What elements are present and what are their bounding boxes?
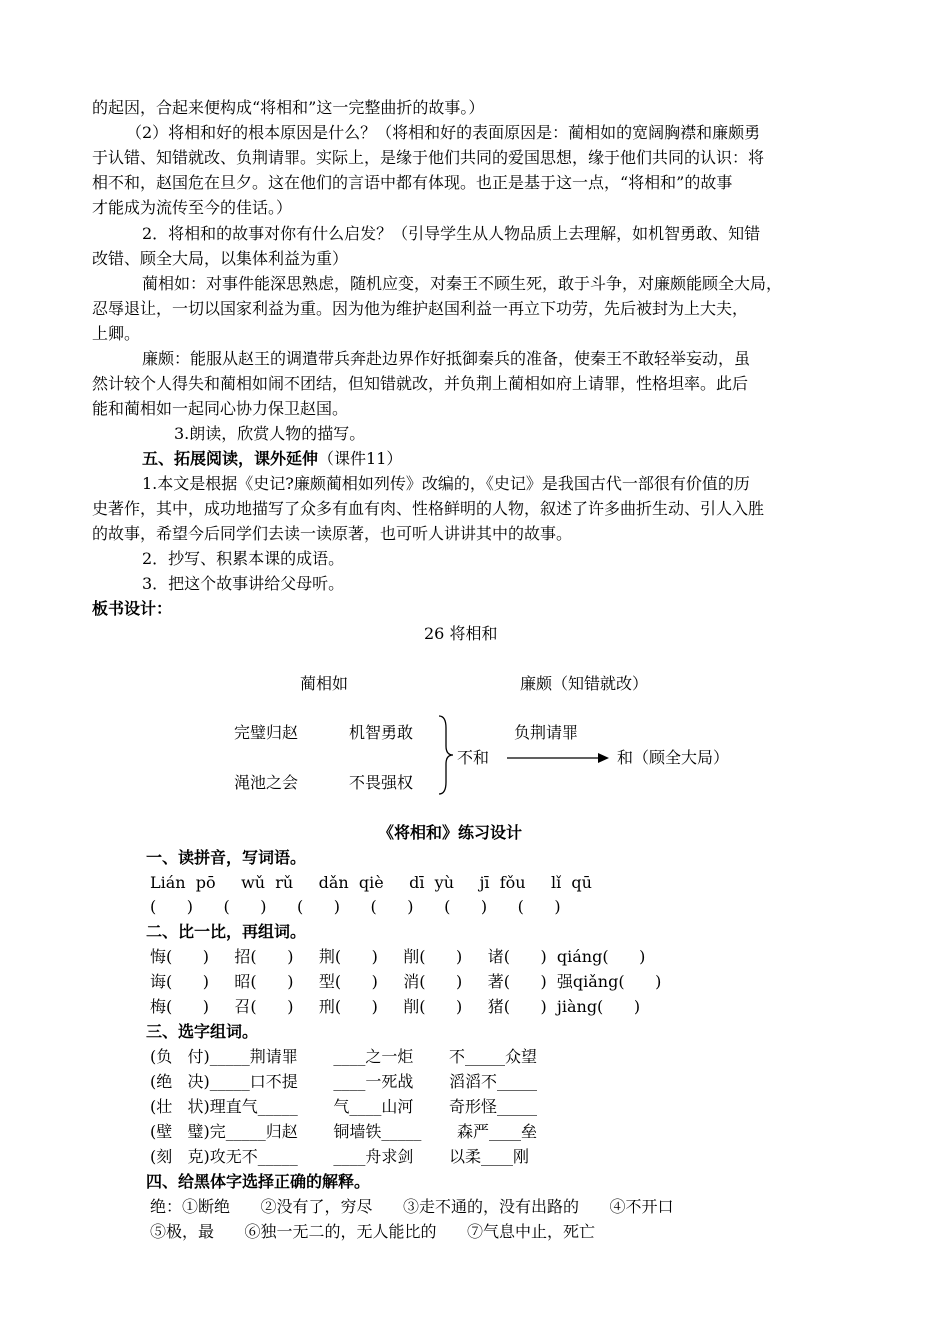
- right-arrow-icon: [506, 751, 610, 765]
- board-left-head: 蔺相如: [300, 674, 349, 693]
- fill-word-row: (刻 克)攻无不_____ ____舟求剑 以柔____刚: [150, 1147, 529, 1166]
- compare-row: 诲( ) 昭( ) 型( ) 消( ) 著( ) 强qiǎng( ): [150, 972, 662, 991]
- board-right-head: 廉颇（知错就改）: [520, 674, 649, 693]
- exercise-section-3: 三、选字组词。: [146, 1022, 259, 1041]
- board-title: 26 将相和: [424, 624, 498, 643]
- exercise-section-4: 四、给黑体字选择正确的解释。: [146, 1172, 371, 1191]
- curly-brace-icon: [436, 714, 456, 796]
- compare-row: 悔( ) 招( ) 荆( ) 削( ) 诸( ) qiáng( ): [150, 947, 646, 966]
- board-event-2: 渑池之会: [234, 773, 299, 792]
- answer-parens-row: ( ) ( ) ( ) ( ) ( ) ( ): [150, 897, 561, 916]
- compare-row: 梅( ) 召( ) 刑( ) 削( ) 猪( ) jiàng( ): [150, 997, 641, 1016]
- board-design-label: 板书设计：: [92, 599, 173, 618]
- fill-word-row: (壮 状)理直气_____ 气____山河 奇形怪_____: [150, 1097, 537, 1116]
- fill-word-row: (绝 决)_____口不提 ____一死战 滔滔不_____: [150, 1072, 537, 1091]
- paragraph-line: 廉颇：能服从赵王的调遣带兵奔赴边界作好抵御秦兵的准备，使秦王不敢轻举妄动，虽: [142, 349, 751, 368]
- paragraph-line: 蔺相如：对事件能深思熟虑，随机应变，对秦王不顾生死，敢于斗争，对廉颇能顾全大局，: [142, 274, 783, 293]
- paragraph-line: 1.本文是根据《史记?廉颇蔺相如列传》改编的，《史记》是我国古代一部很有价值的历: [142, 474, 750, 493]
- paragraph-line: 3．把这个故事讲给父母听。: [142, 574, 345, 593]
- paragraph-line: 的起因，合起来便构成“将相和”这一完整曲折的故事。）: [92, 98, 485, 117]
- paragraph-line: 3.朗读，欣赏人物的描写。: [174, 424, 366, 443]
- pinyin-row: Lián pō wǔ rǔ dǎn qiè dī yù jī fǒu lǐ qū: [150, 873, 592, 892]
- exercise-section-1: 一、读拼音，写词语。: [146, 848, 307, 867]
- board-trait-2: 不畏强权: [349, 773, 414, 792]
- paragraph-line: 2．将相和的故事对你有什么启发？（引导学生从人物品质上去理解，如机智勇敢、知错: [142, 224, 761, 243]
- paragraph-line: 上卿。: [92, 324, 141, 343]
- paragraph-line: 2．抄写、积累本课的成语。: [142, 549, 345, 568]
- paragraph-line: 能和蔺相如一起同心协力保卫赵国。: [92, 399, 349, 418]
- board-middle: 不和: [457, 748, 490, 767]
- section-heading: [142, 447, 402, 471]
- board-arrow-label: 负荆请罪: [514, 723, 579, 742]
- paragraph-line: 才能成为流传至今的佳话。）: [92, 198, 293, 217]
- paragraph-line: 的故事，希望今后同学们去读一读原著，也可听人讲讲其中的故事。: [92, 524, 573, 543]
- exercise-section-2: 二、比一比，再组词。: [146, 922, 307, 941]
- paragraph-line: 史著作，其中，成功地描写了众多有血有肉、性格鲜明的人物，叙述了许多曲折生动、引人入胜: [92, 499, 765, 518]
- definition-row: 绝：①断绝 ②没有了，穷尽 ③走不通的，没有出路的 ④不开口: [150, 1197, 674, 1216]
- paragraph-line: （2）将相和好的根本原因是什么？（将相和好的表面原因是：蔺相如的宽阔胸襟和廉颇勇: [126, 123, 761, 142]
- section-heading-note: （课件11）: [318, 449, 403, 468]
- definition-row: ⑤极，最 ⑥独一无二的，无人能比的 ⑦气息中止，死亡: [150, 1222, 596, 1241]
- paragraph-line: 相不和，赵国危在旦夕。这在他们的言语中都有体现。也正是基于这一点，“将相和”的故事: [92, 173, 733, 192]
- paragraph-line: 于认错、知错就改、负荆请罪。实际上，是缘于他们共同的爱国思想，缘于他们共同的认识：将: [92, 148, 765, 167]
- exercise-title: 《将相和》练习设计: [378, 823, 523, 842]
- section-heading-text: 五、拓展阅读，课外延伸: [142, 449, 319, 468]
- paragraph-line: 然计较个人得失和蔺相如闹不团结，但知错就改，并负荆上蔺相如府上请罪，性格坦率。此后: [92, 374, 749, 393]
- board-result: 和（顾全大局）: [617, 748, 730, 767]
- board-event-1: 完璧归赵: [234, 723, 299, 742]
- board-trait-1: 机智勇敢: [349, 723, 414, 742]
- paragraph-line: 忍辱退让，一切以国家利益为重。因为他为维护赵国利益一再立下功劳，先后被封为上大夫，: [92, 299, 749, 318]
- fill-word-row: (壁 璧)完_____归赵 铜墙铁_____ 森严____垒: [150, 1122, 537, 1141]
- paragraph-line: 改错、顾全大局，以集体利益为重）: [92, 249, 349, 268]
- fill-word-row: (负 付)_____荆请罪 ____之一炬 不_____众望: [150, 1047, 537, 1066]
